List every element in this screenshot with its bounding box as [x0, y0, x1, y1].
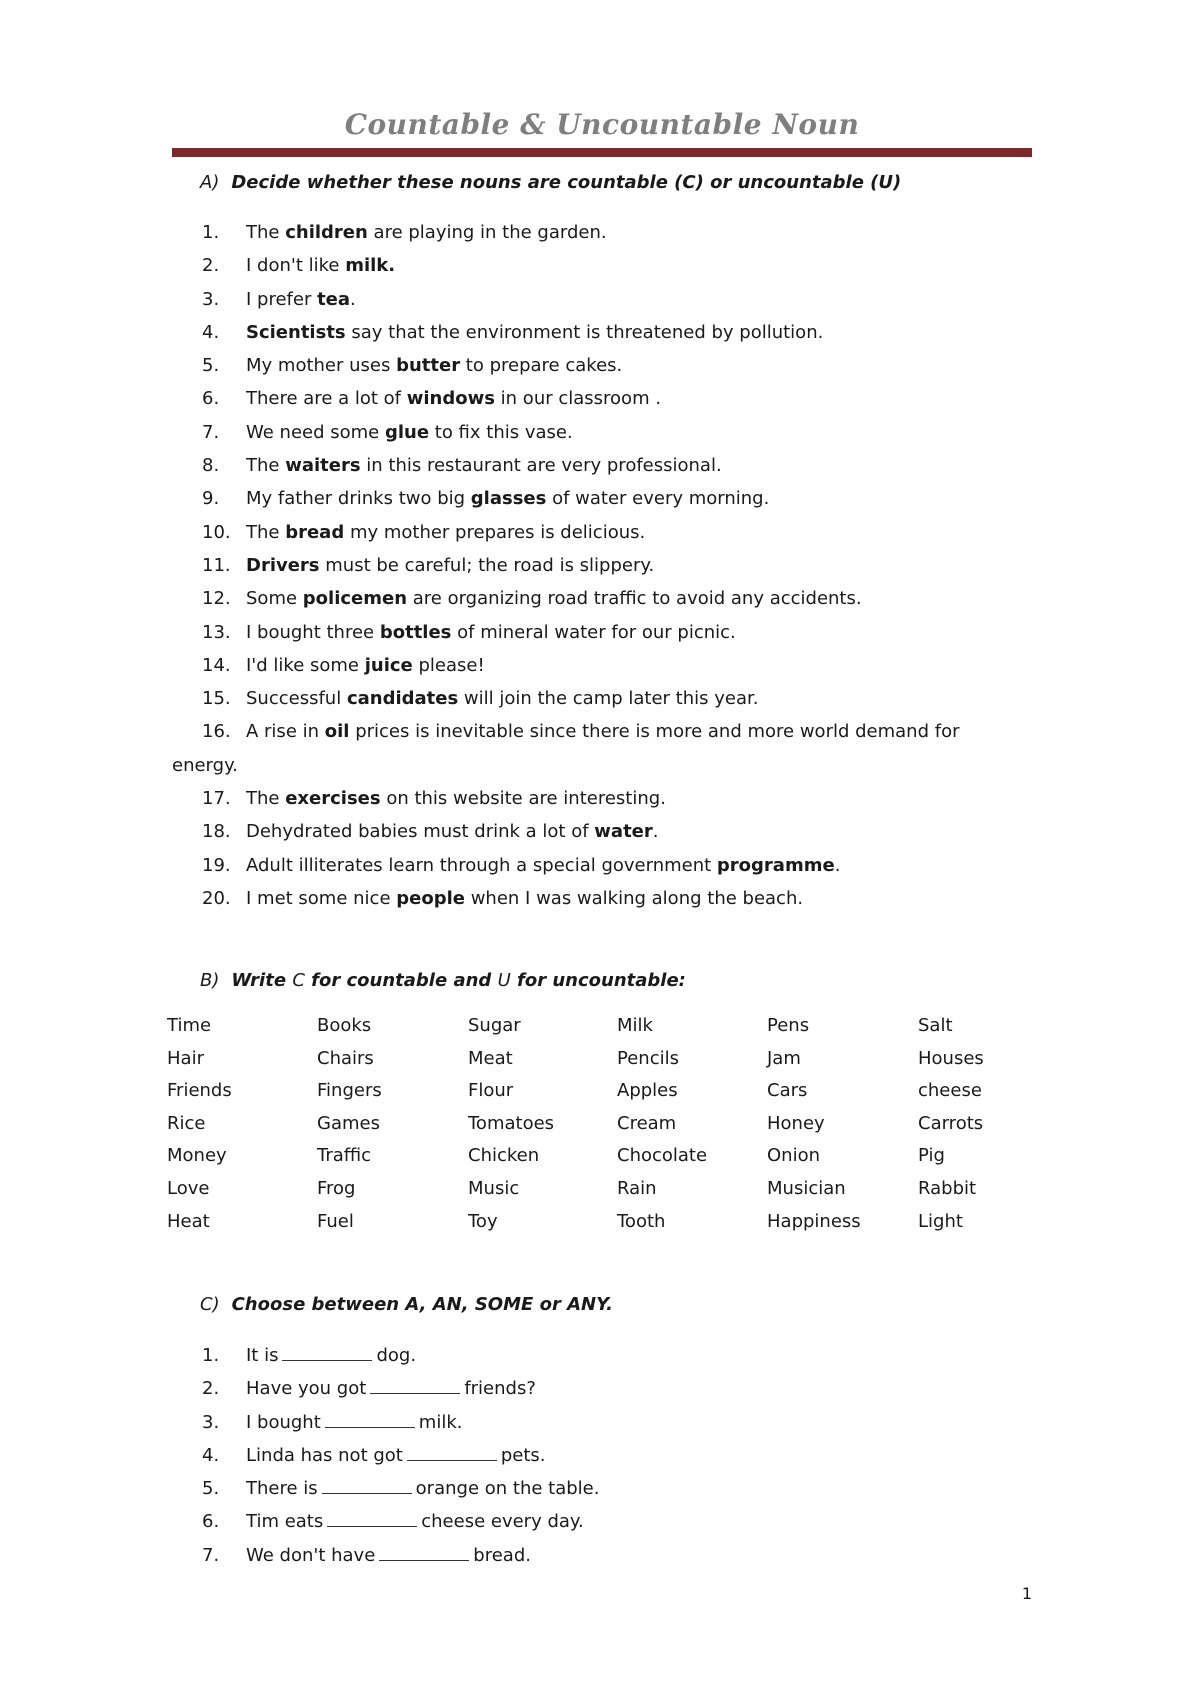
section-a-item	[172, 682, 1032, 715]
section-a-item	[172, 649, 1032, 682]
answer-blank[interactable]	[379, 1546, 469, 1561]
section-a-item	[172, 482, 1032, 515]
item-noun: candidates	[346, 688, 459, 710]
item-number: 10.	[202, 521, 231, 543]
noun-cell: Honey	[767, 1112, 825, 1134]
item-text-pre: I don't like	[246, 255, 346, 277]
item-text-post: please!	[412, 654, 485, 676]
item-number: 8.	[202, 455, 220, 477]
item-number: 7.	[202, 1544, 220, 1566]
item-text-post: friends?	[464, 1378, 536, 1400]
item-noun: juice	[364, 654, 413, 676]
noun-cell: Carrots	[918, 1112, 984, 1134]
item-number: 12.	[202, 588, 231, 610]
item-text-pre: The	[246, 521, 286, 543]
section-a-item	[172, 616, 1032, 649]
item-number: 18.	[202, 821, 231, 843]
item-text-post: orange on the table.	[415, 1478, 600, 1500]
item-text-post: dog.	[376, 1345, 417, 1366]
noun-cell: Tooth	[617, 1210, 666, 1232]
noun-cell: Music	[468, 1177, 520, 1199]
item-number: 7.	[202, 421, 220, 443]
section-b-heading-pre: Write	[231, 970, 293, 991]
answer-blank[interactable]	[327, 1512, 417, 1527]
noun-cell: Games	[317, 1112, 380, 1134]
item-number: 4.	[202, 321, 220, 343]
noun-cell: Chairs	[317, 1047, 374, 1069]
section-b-heading	[200, 970, 686, 991]
item-text-pre: I'd like some	[246, 654, 365, 676]
section-a-list	[172, 216, 1032, 915]
noun-cell: Frog	[317, 1177, 356, 1199]
noun-cell: Meat	[468, 1047, 513, 1069]
item-text-post: to prepare cakes.	[460, 355, 623, 377]
item-text-pre: The	[246, 455, 286, 477]
item-number: 2.	[202, 1378, 220, 1400]
page-title: Countable & Uncountable Noun	[344, 108, 860, 141]
noun-cell: Toy	[468, 1210, 498, 1232]
item-number: 6.	[202, 1511, 220, 1533]
item-text-post: must be careful; the road is slippery.	[319, 554, 655, 576]
noun-cell: Friends	[167, 1080, 232, 1102]
item-text-post: are organizing road traffic to avoid any accidents.	[407, 588, 862, 610]
noun-cell: Pig	[918, 1145, 945, 1167]
section-c-list	[172, 1339, 1032, 1572]
noun-cell: Milk	[617, 1015, 653, 1036]
noun-cell: Chicken	[468, 1145, 540, 1167]
item-text-pre: Tim eats	[246, 1511, 324, 1533]
item-noun: tea	[317, 288, 351, 310]
item-text-post: of water every morning.	[546, 488, 770, 510]
page-number: 1	[1021, 1584, 1032, 1603]
section-c-item	[172, 1406, 1032, 1439]
item-noun: Scientists	[246, 321, 346, 343]
item-text-post: .	[834, 854, 841, 876]
item-noun: glue	[384, 421, 430, 443]
item-text-pre: We don't have	[246, 1544, 376, 1566]
noun-cell: Love	[167, 1177, 210, 1199]
answer-blank[interactable]	[325, 1413, 415, 1428]
noun-cell: Cars	[767, 1080, 808, 1102]
answer-blank[interactable]	[282, 1346, 372, 1361]
item-text-post: cheese every day.	[421, 1511, 584, 1533]
noun-cell: Salt	[918, 1015, 953, 1036]
item-text-post: to fix this vase.	[429, 421, 573, 443]
item-text-post: say that the environment is threatened by pollution.	[345, 321, 824, 343]
item-noun: children	[285, 222, 368, 243]
noun-cell: Heat	[167, 1210, 210, 1232]
item-number: 4.	[202, 1444, 220, 1466]
item-text-post: on this website are interesting.	[380, 788, 666, 810]
item-number: 19.	[202, 854, 231, 876]
section-a-item	[172, 349, 1032, 382]
item-number: 20.	[202, 887, 231, 909]
item-text-continuation: energy.	[172, 754, 238, 776]
item-text-pre: There are a lot of	[246, 388, 407, 410]
item-number: 17.	[202, 788, 231, 810]
item-noun: bread	[285, 521, 345, 543]
item-number: 2.	[202, 255, 220, 277]
noun-cell: Rain	[617, 1177, 657, 1199]
section-c-item	[172, 1439, 1032, 1472]
section-a-item	[172, 782, 1032, 815]
item-noun: butter	[396, 355, 461, 377]
section-a-item	[172, 283, 1032, 316]
item-noun: milk.	[345, 255, 396, 277]
item-number: 16.	[202, 721, 231, 743]
item-text-post: my mother prepares is delicious.	[344, 521, 646, 543]
item-text-pre: Have you got	[246, 1378, 367, 1400]
section-c-item	[172, 1339, 1032, 1372]
item-text-pre: I met some nice	[246, 887, 397, 909]
section-b-letter: B)	[200, 970, 220, 991]
noun-cell: Pens	[767, 1015, 810, 1036]
section-a-item	[172, 549, 1032, 582]
item-number: 13.	[202, 621, 231, 643]
noun-cell: Time	[167, 1015, 212, 1036]
item-number: 1.	[202, 222, 220, 243]
section-b-heading-c: C	[292, 970, 305, 991]
section-c-item	[172, 1539, 1032, 1572]
noun-cell: Apples	[617, 1080, 678, 1102]
noun-cell: Light	[918, 1210, 963, 1232]
noun-cell: Fingers	[317, 1080, 382, 1102]
noun-cell: Cream	[617, 1112, 677, 1134]
item-text-pre: My mother uses	[246, 355, 397, 377]
item-text-pre: Successful	[246, 688, 347, 710]
item-number: 1.	[202, 1345, 220, 1366]
section-a-item	[172, 216, 1032, 249]
item-number: 15.	[202, 688, 231, 710]
item-text-pre: A rise in	[246, 721, 325, 743]
section-a-heading-text: Decide whether these nouns are countable (C) or uncountable (U)	[231, 172, 902, 193]
noun-cell: Books	[317, 1015, 372, 1036]
item-text-post: milk.	[418, 1411, 463, 1433]
noun-cell: Flour	[468, 1080, 514, 1102]
section-a-item	[172, 382, 1032, 415]
item-number: 5.	[202, 1478, 220, 1500]
item-text-pre: The	[246, 788, 286, 810]
item-text-post: of mineral water for our picnic.	[451, 621, 736, 643]
noun-cell: Sugar	[468, 1015, 521, 1036]
item-noun: waiters	[285, 455, 361, 477]
noun-cell: Onion	[767, 1145, 820, 1167]
section-a-item	[172, 516, 1032, 549]
noun-cell: Rice	[167, 1112, 206, 1134]
section-a-item	[172, 316, 1032, 349]
item-number: 11.	[202, 554, 231, 576]
item-noun: exercises	[285, 788, 381, 810]
item-text-pre: Dehydrated babies must drink a lot of	[246, 821, 595, 843]
item-text-post: in this restaurant are very professional.	[360, 455, 722, 477]
item-text-pre: I bought	[246, 1411, 321, 1433]
item-noun: glasses	[470, 488, 547, 510]
section-b-noun-grid	[167, 1010, 1038, 1238]
section-b-heading-mid: for countable and	[304, 970, 498, 991]
noun-cell: Money	[167, 1145, 227, 1167]
section-c-item	[172, 1505, 1032, 1538]
section-a-item	[172, 815, 1032, 848]
item-text-post: .	[350, 288, 356, 310]
noun-cell: Musician	[767, 1177, 846, 1199]
section-b-heading-post: for uncountable:	[510, 970, 686, 991]
item-noun: policemen	[302, 588, 408, 610]
section-c-letter: C)	[200, 1294, 220, 1315]
noun-cell: Houses	[918, 1047, 984, 1069]
section-a-item	[172, 249, 1032, 282]
item-text-pre: Linda has not got	[246, 1444, 403, 1466]
item-text-post: bread.	[473, 1544, 531, 1566]
noun-cell: Happiness	[767, 1210, 861, 1232]
noun-cell: Hair	[167, 1047, 204, 1069]
noun-cell: Rabbit	[918, 1177, 977, 1199]
item-text-pre: I bought three	[246, 621, 380, 643]
noun-cell: Jam	[767, 1047, 801, 1069]
section-c-item	[172, 1472, 1032, 1505]
item-text-post: .	[652, 821, 659, 843]
item-text-post: when I was walking along the beach.	[464, 887, 804, 909]
item-noun: water	[594, 821, 653, 843]
section-a-letter: A)	[200, 172, 220, 193]
item-noun: windows	[406, 388, 495, 410]
noun-cell: Pencils	[617, 1047, 679, 1069]
section-a-item	[172, 416, 1032, 449]
section-a-item	[172, 582, 1032, 615]
item-text-post: in our classroom .	[494, 388, 662, 410]
answer-blank[interactable]	[322, 1479, 412, 1494]
noun-cell: cheese	[918, 1080, 982, 1102]
section-c-heading	[200, 1294, 613, 1315]
item-text-pre: I prefer	[246, 288, 318, 310]
item-noun: bottles	[379, 621, 452, 643]
item-number: 3.	[202, 288, 220, 310]
item-text-post: pets.	[500, 1444, 546, 1466]
answer-blank[interactable]	[370, 1379, 460, 1394]
answer-blank[interactable]	[407, 1446, 497, 1461]
noun-cell: Tomatoes	[468, 1112, 555, 1134]
section-b-heading-u: U	[497, 970, 511, 991]
item-number: 3.	[202, 1411, 220, 1433]
section-c-item	[172, 1372, 1032, 1405]
section-a-item	[172, 849, 1032, 882]
item-noun: oil	[324, 721, 350, 743]
noun-cell: Traffic	[317, 1145, 372, 1167]
item-number: 6.	[202, 388, 220, 410]
title-underline	[172, 148, 1032, 157]
section-a-item	[172, 882, 1032, 915]
item-text-pre: Some	[246, 588, 303, 610]
item-text-pre: We need some	[246, 421, 385, 443]
item-noun: people	[396, 887, 465, 909]
item-number: 14.	[202, 654, 231, 676]
noun-cell: Fuel	[317, 1210, 354, 1232]
item-text-pre: It is	[246, 1345, 279, 1366]
section-c-heading-text: Choose between A, AN, SOME or ANY.	[231, 1294, 613, 1315]
item-noun: Drivers	[246, 554, 320, 576]
section-a-heading	[200, 172, 901, 193]
item-text-pre: The	[246, 222, 286, 243]
item-number: 9.	[202, 488, 220, 510]
item-text-pre: Adult illiterates learn through a special government	[246, 854, 717, 876]
section-a-item	[172, 449, 1032, 482]
noun-cell: Chocolate	[617, 1145, 708, 1167]
item-text-pre: My father drinks two big	[246, 488, 471, 510]
item-text-post: are playing in the garden.	[367, 222, 607, 243]
item-noun: programme	[716, 854, 835, 876]
item-text-post: will join the camp later this year.	[458, 688, 759, 710]
item-text-post: prices is inevitable since there is more and more world demand for	[349, 721, 960, 743]
section-a-item	[172, 715, 1032, 782]
item-text-pre: There is	[246, 1478, 318, 1500]
item-number: 5.	[202, 355, 220, 377]
